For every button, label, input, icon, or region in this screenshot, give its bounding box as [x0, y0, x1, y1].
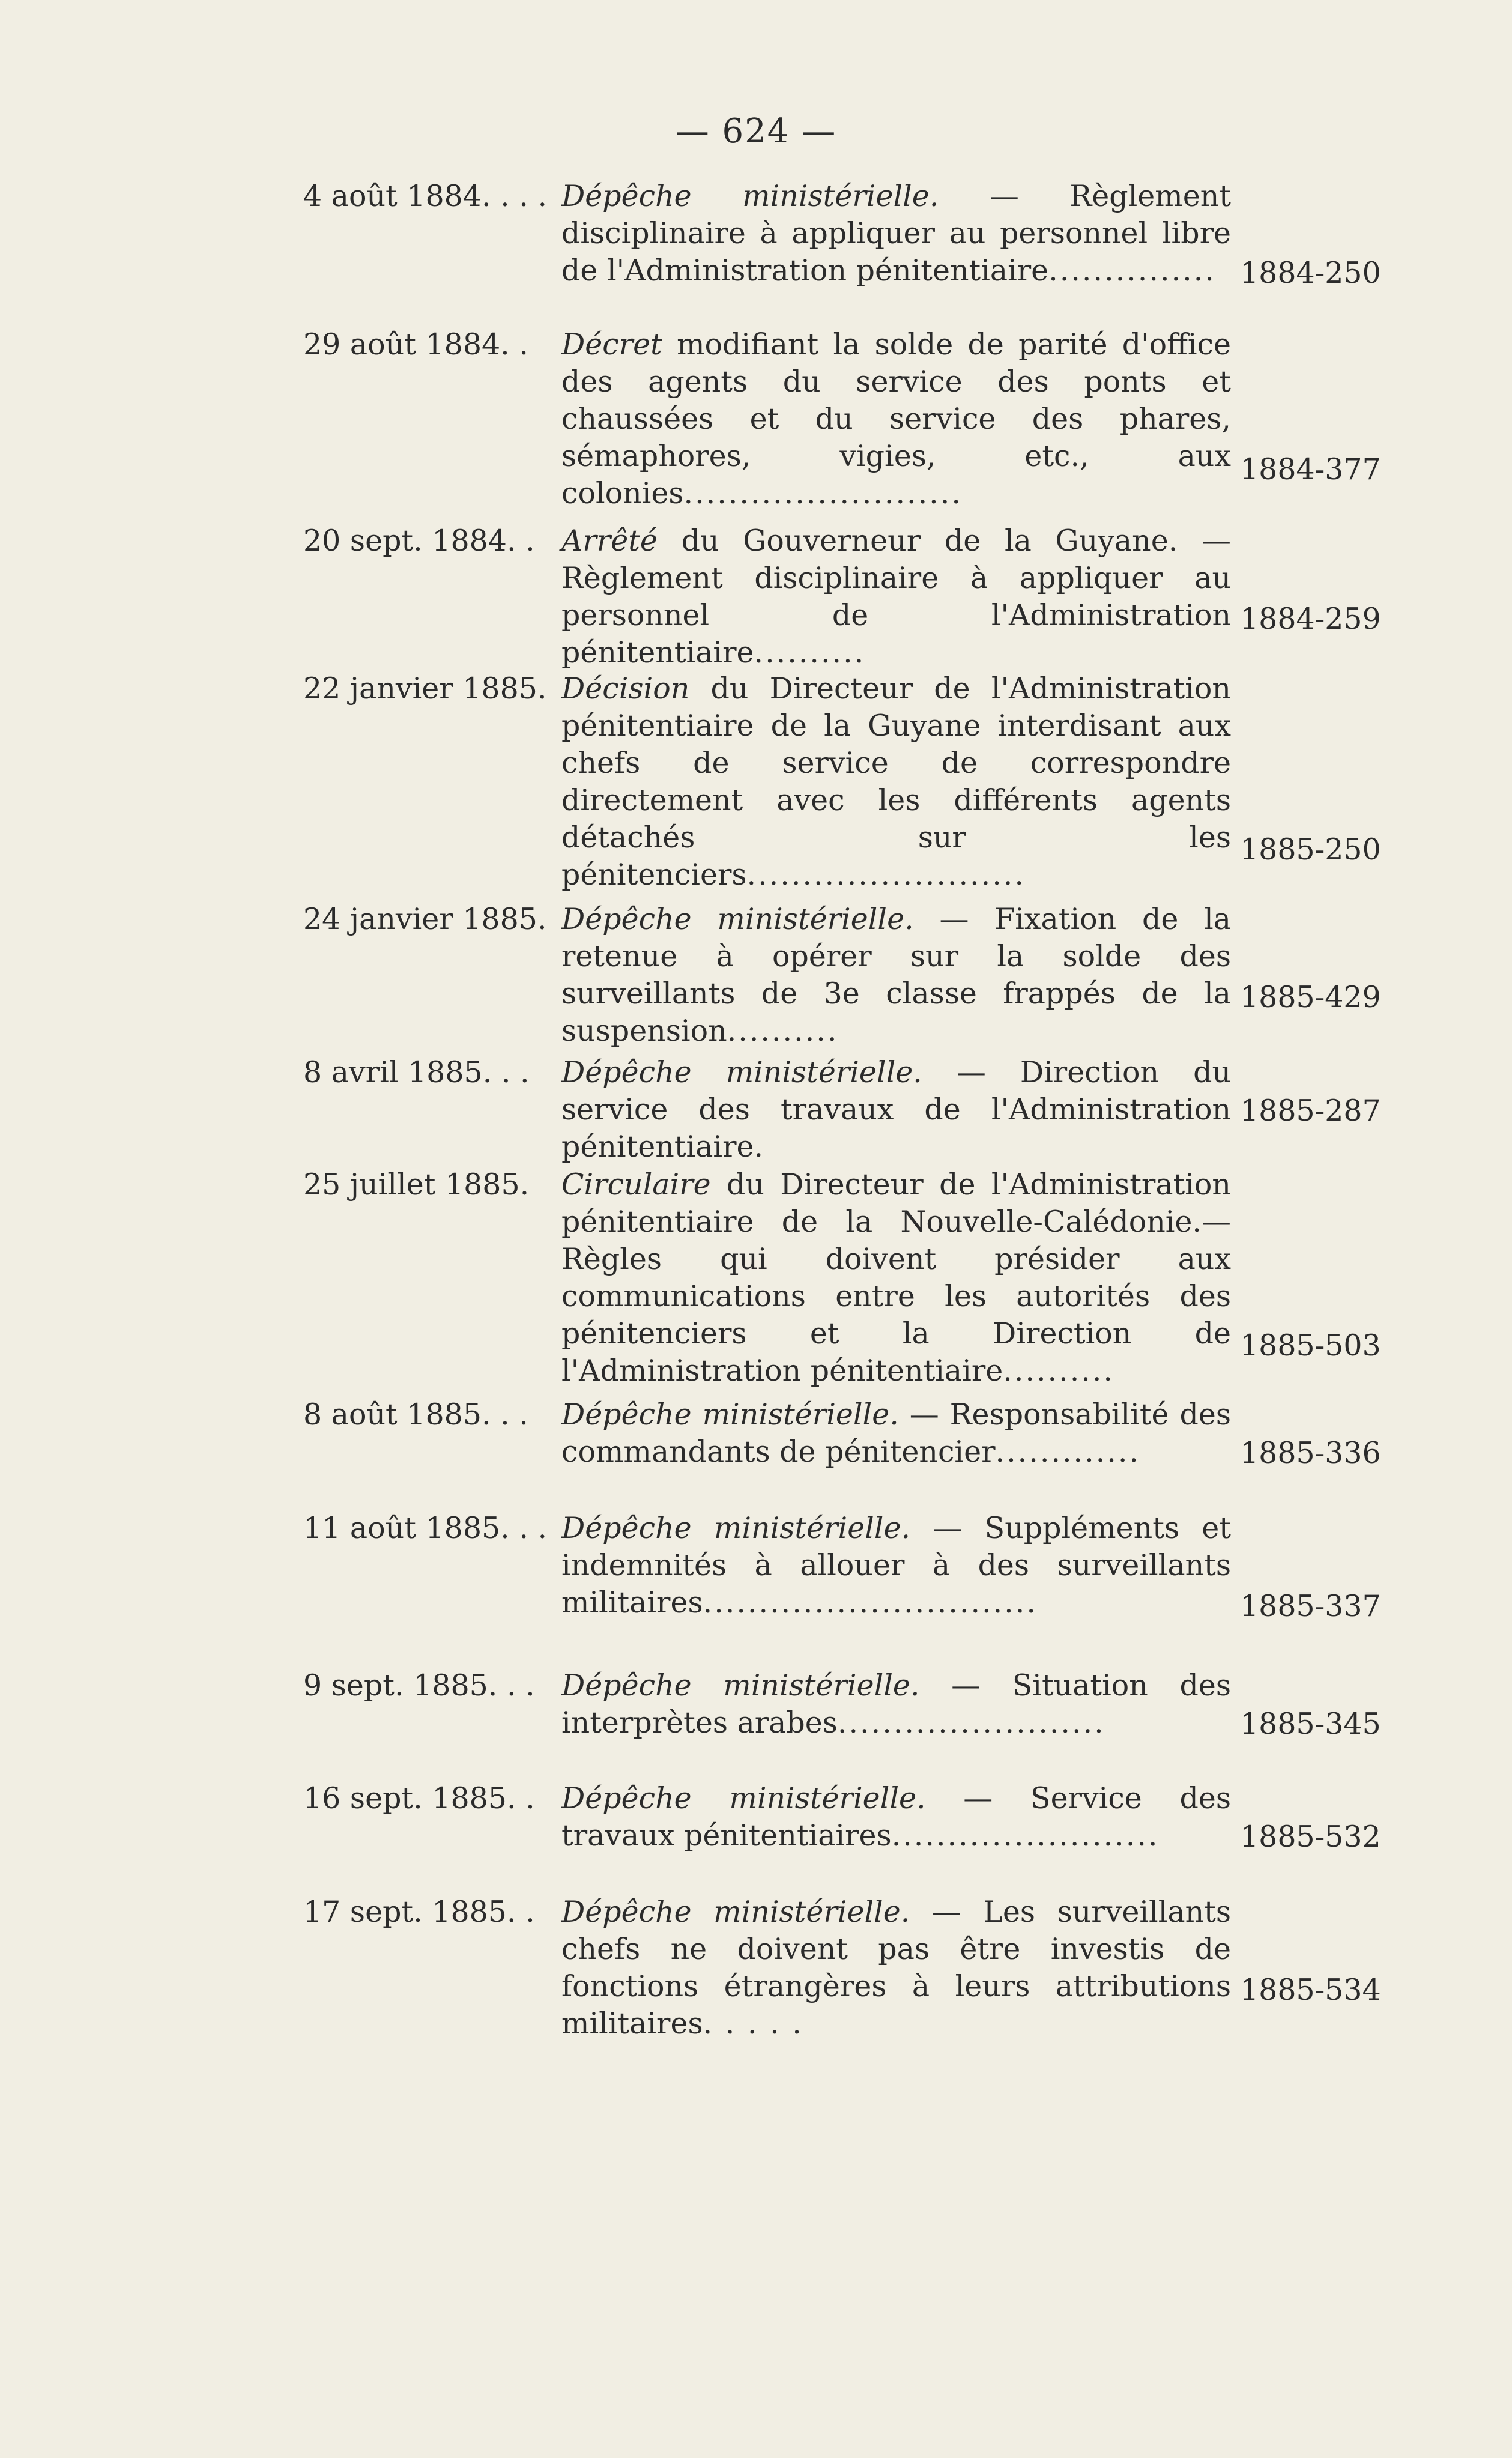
entry-text — [561, 1667, 1231, 1742]
entry-description: — Suppléments et indemnités à allouer à des surveillants militaires — [561, 1511, 1231, 1620]
entry-text — [561, 670, 1231, 894]
entry-type: Dépêche ministérielle. — [561, 1781, 926, 1815]
entry-type: Dépêche ministérielle. — [561, 1511, 911, 1545]
entry-description: — Service des travaux pénitentiaires — [561, 1781, 1231, 1853]
entry-text — [561, 1054, 1231, 1166]
entry-type: Circulaire — [561, 1167, 711, 1202]
entry-date: 9 sept. 1885. . . — [303, 1668, 535, 1703]
entry-description: — Les surveillants chefs ne doivent pas être investis de fonctions étrangères à leurs attributions militaires — [561, 1895, 1232, 2041]
leader-dots: ........................ — [891, 1818, 1160, 1853]
entry-type: Dépêche ministérielle. — [561, 179, 939, 213]
leader-dots: ......................... — [683, 476, 963, 510]
leader-dots: ........................ — [837, 1706, 1105, 1740]
entry-text — [561, 901, 1231, 1050]
entry-text — [561, 1166, 1231, 1390]
leader-dots: .............................. — [703, 1585, 1038, 1620]
entry-type: Décision — [561, 671, 690, 706]
entry-reference: 1885-532 — [1240, 1820, 1381, 1854]
entry-date: 22 janvier 1885. — [303, 671, 547, 706]
entry-description: du Directeur de l'Administration pénitentiaire de la Guyane interdisant aux chefs de service de correspondre directement avec les différents agents détachés sur les pénitenciers — [561, 671, 1231, 892]
entry-reference: 1885-345 — [1240, 1707, 1381, 1741]
entry-reference: 1884-377 — [1240, 452, 1381, 486]
entry-reference: 1885-429 — [1240, 980, 1381, 1014]
entry-reference: 1885-534 — [1240, 1973, 1381, 2007]
entry-text — [561, 1396, 1231, 1471]
entry-text — [561, 1780, 1231, 1854]
entry-date: 24 janvier 1885. — [303, 902, 547, 936]
leader-dots: ............... — [1048, 253, 1216, 288]
entry-description: — Règlement disciplinaire à appliquer au personnel libre de l'Administration pénitentiaire — [561, 179, 1231, 288]
leader-dots: .......... — [754, 635, 866, 670]
entry-date: 20 sept. 1884. . — [303, 524, 535, 558]
leader-dots: ......................... — [746, 858, 1026, 892]
entry-date: 17 sept. 1885. . — [303, 1895, 535, 1929]
entry-date: 25 juillet 1885. — [303, 1167, 530, 1202]
entry-type: Arrêté — [561, 524, 658, 558]
entry-reference: 1884-259 — [1240, 602, 1381, 636]
entry-text — [561, 1893, 1231, 2042]
entry-description: — Situation des interprètes arabes — [561, 1668, 1231, 1740]
entry-date: 8 avril 1885. . . — [303, 1055, 530, 1089]
entry-date: 8 août 1885. . . — [303, 1397, 528, 1432]
page-number: — 624 — — [675, 112, 837, 151]
entry-description: du Directeur de l'Administration pénitentiaire de la Nouvelle-Calédonie.—Règles qui doivent présider aux communications entre les autorités des pénitenciers et la Direction de l'Administration pénitentiaire — [561, 1167, 1231, 1388]
entry-date: 4 août 1884. . . . — [303, 179, 548, 213]
entry-type: Dépêche ministérielle. — [561, 1668, 920, 1703]
entry-description: — Direction du service des travaux de l'Administration pénitentiaire. — [561, 1055, 1231, 1164]
entry-description: modifiant la solde de parité d'office des agents du service des ponts et chaussées et du service des phares, sémaphores, vigies, etc., aux colonies — [561, 327, 1231, 510]
entry-text — [561, 178, 1231, 289]
entry-date: 11 août 1885. . . — [303, 1511, 548, 1545]
entry-text — [561, 326, 1231, 512]
entry-reference: 1885-287 — [1240, 1094, 1381, 1128]
entry-type: Dépêche ministérielle. — [561, 1895, 910, 1929]
entry-type: Dépêche ministérielle. — [561, 1397, 899, 1432]
leader-dots: ............. — [995, 1435, 1140, 1469]
entry-reference: 1885-336 — [1240, 1436, 1381, 1470]
entry-reference: 1885-250 — [1240, 832, 1381, 867]
entry-date: 29 août 1884. . — [303, 327, 528, 362]
entry-type: Dépêche ministérielle. — [561, 902, 914, 936]
leader-dots: . . . . . — [703, 2006, 803, 2041]
entry-reference: 1884-250 — [1240, 256, 1381, 290]
entry-type: Dépêche ministérielle. — [561, 1055, 922, 1089]
entry-description: — Responsabilité des commandants de pénitencier — [561, 1397, 1231, 1469]
entry-description: du Gouverneur de la Guyane. — Règlement disciplinaire à appliquer au personnel de l'Administration pénitentiaire — [561, 524, 1231, 670]
entry-reference: 1885-503 — [1240, 1328, 1381, 1363]
entry-date: 16 sept. 1885. . — [303, 1781, 535, 1815]
leader-dots: .......... — [727, 1014, 839, 1048]
leader-dots: .......... — [1003, 1354, 1115, 1388]
entry-text — [561, 522, 1231, 671]
entry-text — [561, 1510, 1231, 1621]
entry-reference: 1885-337 — [1240, 1589, 1381, 1623]
entry-description: — Fixation de la retenue à opérer sur la solde des surveillants de 3e classe frappés de la suspension — [561, 902, 1231, 1048]
entry-type: Décret — [561, 327, 662, 362]
